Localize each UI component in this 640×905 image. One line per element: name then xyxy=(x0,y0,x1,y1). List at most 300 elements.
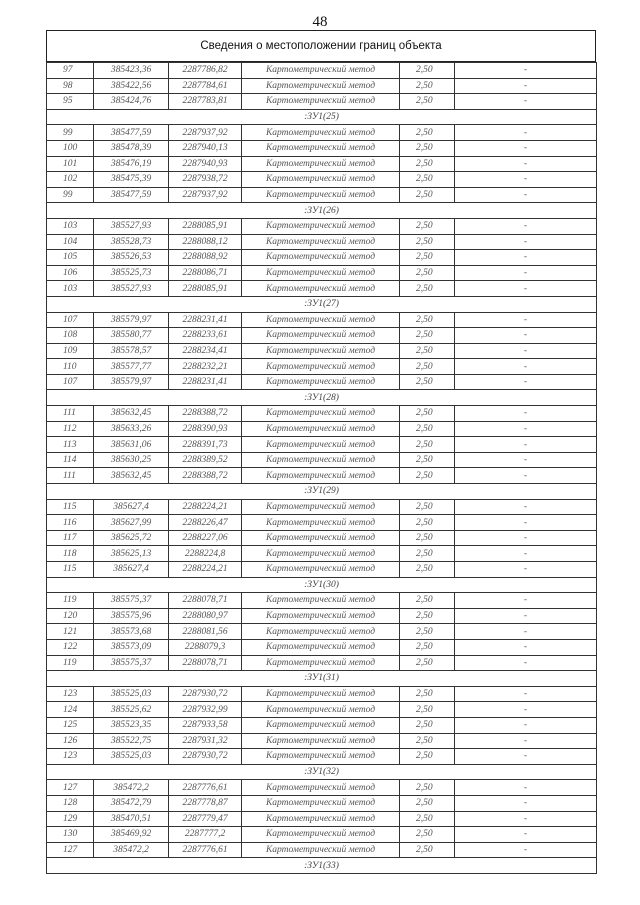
method-cell: Картометрический метод xyxy=(242,234,400,250)
point-number-cell: 125 xyxy=(47,717,94,733)
accuracy-cell: 2,50 xyxy=(400,359,455,375)
y-coordinate-cell: 2288079,3 xyxy=(169,639,242,655)
table-row xyxy=(47,140,597,156)
table-row xyxy=(47,811,597,827)
point-number-cell: 108 xyxy=(47,328,94,344)
y-coordinate-cell: 2287933,58 xyxy=(169,717,242,733)
x-coordinate-cell: 385577,77 xyxy=(94,359,169,375)
accuracy-cell: 2,50 xyxy=(400,125,455,141)
point-number-cell: 100 xyxy=(47,140,94,156)
point-number-cell: 118 xyxy=(47,546,94,562)
method-cell: Картометрический метод xyxy=(242,749,400,765)
table-row xyxy=(47,78,597,94)
note-cell: - xyxy=(455,265,597,281)
method-cell: Картометрический метод xyxy=(242,562,400,578)
y-coordinate-cell: 2287784,61 xyxy=(169,78,242,94)
x-coordinate-cell: 385573,68 xyxy=(94,624,169,640)
note-cell: - xyxy=(455,328,597,344)
table-row xyxy=(47,406,597,422)
accuracy-cell: 2,50 xyxy=(400,686,455,702)
x-coordinate-cell: 385525,03 xyxy=(94,749,169,765)
y-coordinate-cell: 2288233,61 xyxy=(169,328,242,344)
point-number-cell: 110 xyxy=(47,359,94,375)
accuracy-cell: 2,50 xyxy=(400,452,455,468)
y-coordinate-cell: 2287786,82 xyxy=(169,63,242,79)
x-coordinate-cell: 385470,51 xyxy=(94,811,169,827)
point-number-cell: 97 xyxy=(47,63,94,79)
zone-label: :ЗУ1(29) xyxy=(47,484,597,500)
method-cell: Картометрический метод xyxy=(242,187,400,203)
y-coordinate-cell: 2288227,06 xyxy=(169,530,242,546)
method-cell: Картометрический метод xyxy=(242,842,400,858)
accuracy-cell: 2,50 xyxy=(400,156,455,172)
note-cell: - xyxy=(455,717,597,733)
accuracy-cell: 2,50 xyxy=(400,94,455,110)
method-cell: Картометрический метод xyxy=(242,250,400,266)
y-coordinate-cell: 2288232,21 xyxy=(169,359,242,375)
x-coordinate-cell: 385632,45 xyxy=(94,406,169,422)
point-number-cell: 119 xyxy=(47,655,94,671)
note-cell: - xyxy=(455,686,597,702)
x-coordinate-cell: 385578,57 xyxy=(94,343,169,359)
y-coordinate-cell: 2287776,61 xyxy=(169,842,242,858)
note-cell: - xyxy=(455,608,597,624)
method-cell: Картометрический метод xyxy=(242,452,400,468)
point-number-cell: 95 xyxy=(47,94,94,110)
accuracy-cell: 2,50 xyxy=(400,499,455,515)
note-cell: - xyxy=(455,795,597,811)
zone-label-row xyxy=(47,858,597,874)
x-coordinate-cell: 385472,2 xyxy=(94,780,169,796)
note-cell: - xyxy=(455,749,597,765)
accuracy-cell: 2,50 xyxy=(400,717,455,733)
note-cell: - xyxy=(455,702,597,718)
y-coordinate-cell: 2287783,81 xyxy=(169,94,242,110)
table-row xyxy=(47,218,597,234)
x-coordinate-cell: 385579,97 xyxy=(94,312,169,328)
note-cell: - xyxy=(455,421,597,437)
table-row xyxy=(47,499,597,515)
x-coordinate-cell: 385631,06 xyxy=(94,437,169,453)
point-number-cell: 129 xyxy=(47,811,94,827)
table-row xyxy=(47,468,597,484)
accuracy-cell: 2,50 xyxy=(400,546,455,562)
zone-label: :ЗУ1(28) xyxy=(47,390,597,406)
x-coordinate-cell: 385472,2 xyxy=(94,842,169,858)
y-coordinate-cell: 2287938,72 xyxy=(169,172,242,188)
y-coordinate-cell: 2287930,72 xyxy=(169,749,242,765)
x-coordinate-cell: 385477,59 xyxy=(94,187,169,203)
point-number-cell: 119 xyxy=(47,593,94,609)
y-coordinate-cell: 2288389,52 xyxy=(169,452,242,468)
method-cell: Картометрический метод xyxy=(242,780,400,796)
point-number-cell: 104 xyxy=(47,234,94,250)
method-cell: Картометрический метод xyxy=(242,499,400,515)
y-coordinate-cell: 2288088,92 xyxy=(169,250,242,266)
y-coordinate-cell: 2288388,72 xyxy=(169,406,242,422)
point-number-cell: 120 xyxy=(47,608,94,624)
method-cell: Картометрический метод xyxy=(242,328,400,344)
table-row xyxy=(47,250,597,266)
zone-label: :ЗУ1(26) xyxy=(47,203,597,219)
y-coordinate-cell: 2288085,91 xyxy=(169,281,242,297)
accuracy-cell: 2,50 xyxy=(400,795,455,811)
x-coordinate-cell: 385527,93 xyxy=(94,281,169,297)
method-cell: Картометрический метод xyxy=(242,78,400,94)
method-cell: Картометрический метод xyxy=(242,218,400,234)
accuracy-cell: 2,50 xyxy=(400,702,455,718)
note-cell: - xyxy=(455,406,597,422)
y-coordinate-cell: 2287776,61 xyxy=(169,780,242,796)
x-coordinate-cell: 385627,4 xyxy=(94,562,169,578)
x-coordinate-cell: 385523,35 xyxy=(94,717,169,733)
table-row xyxy=(47,515,597,531)
note-cell: - xyxy=(455,827,597,843)
y-coordinate-cell: 2287777,2 xyxy=(169,827,242,843)
point-number-cell: 107 xyxy=(47,374,94,390)
x-coordinate-cell: 385527,93 xyxy=(94,218,169,234)
accuracy-cell: 2,50 xyxy=(400,265,455,281)
method-cell: Картометрический метод xyxy=(242,343,400,359)
accuracy-cell: 2,50 xyxy=(400,140,455,156)
method-cell: Картометрический метод xyxy=(242,655,400,671)
accuracy-cell: 2,50 xyxy=(400,187,455,203)
table-row xyxy=(47,749,597,765)
accuracy-cell: 2,50 xyxy=(400,250,455,266)
accuracy-cell: 2,50 xyxy=(400,608,455,624)
y-coordinate-cell: 2288086,71 xyxy=(169,265,242,281)
y-coordinate-cell: 2287779,47 xyxy=(169,811,242,827)
table-row xyxy=(47,717,597,733)
point-number-cell: 121 xyxy=(47,624,94,640)
zone-label: :ЗУ1(32) xyxy=(47,764,597,780)
note-cell: - xyxy=(455,312,597,328)
note-cell: - xyxy=(455,811,597,827)
accuracy-cell: 2,50 xyxy=(400,172,455,188)
method-cell: Картометрический метод xyxy=(242,795,400,811)
point-number-cell: 123 xyxy=(47,686,94,702)
point-number-cell: 114 xyxy=(47,452,94,468)
note-cell: - xyxy=(455,94,597,110)
y-coordinate-cell: 2287940,93 xyxy=(169,156,242,172)
zone-label-row xyxy=(47,671,597,687)
table-row xyxy=(47,827,597,843)
accuracy-cell: 2,50 xyxy=(400,406,455,422)
point-number-cell: 126 xyxy=(47,733,94,749)
point-number-cell: 128 xyxy=(47,795,94,811)
x-coordinate-cell: 385625,13 xyxy=(94,546,169,562)
method-cell: Картометрический метод xyxy=(242,312,400,328)
x-coordinate-cell: 385476,19 xyxy=(94,156,169,172)
table-row xyxy=(47,234,597,250)
method-cell: Картометрический метод xyxy=(242,374,400,390)
y-coordinate-cell: 2288226,47 xyxy=(169,515,242,531)
note-cell: - xyxy=(455,562,597,578)
method-cell: Картометрический метод xyxy=(242,608,400,624)
y-coordinate-cell: 2287937,92 xyxy=(169,125,242,141)
table-row xyxy=(47,842,597,858)
y-coordinate-cell: 2287778,87 xyxy=(169,795,242,811)
point-number-cell: 113 xyxy=(47,437,94,453)
point-number-cell: 127 xyxy=(47,780,94,796)
accuracy-cell: 2,50 xyxy=(400,218,455,234)
point-number-cell: 115 xyxy=(47,562,94,578)
x-coordinate-cell: 385423,36 xyxy=(94,63,169,79)
method-cell: Картометрический метод xyxy=(242,717,400,733)
accuracy-cell: 2,50 xyxy=(400,827,455,843)
point-number-cell: 101 xyxy=(47,156,94,172)
table-row xyxy=(47,452,597,468)
note-cell: - xyxy=(455,780,597,796)
table-row xyxy=(47,281,597,297)
accuracy-cell: 2,50 xyxy=(400,437,455,453)
x-coordinate-cell: 385633,26 xyxy=(94,421,169,437)
method-cell: Картометрический метод xyxy=(242,530,400,546)
table-row xyxy=(47,593,597,609)
point-number-cell: 124 xyxy=(47,702,94,718)
note-cell: - xyxy=(455,78,597,94)
accuracy-cell: 2,50 xyxy=(400,328,455,344)
table-row xyxy=(47,187,597,203)
point-number-cell: 117 xyxy=(47,530,94,546)
note-cell: - xyxy=(455,234,597,250)
x-coordinate-cell: 385528,73 xyxy=(94,234,169,250)
zone-label: :ЗУ1(30) xyxy=(47,577,597,593)
note-cell: - xyxy=(455,218,597,234)
method-cell: Картометрический метод xyxy=(242,265,400,281)
method-cell: Картометрический метод xyxy=(242,827,400,843)
table-row xyxy=(47,546,597,562)
zone-label: :ЗУ1(33) xyxy=(47,858,597,874)
y-coordinate-cell: 2288085,91 xyxy=(169,218,242,234)
point-number-cell: 115 xyxy=(47,499,94,515)
accuracy-cell: 2,50 xyxy=(400,343,455,359)
y-coordinate-cell: 2288388,72 xyxy=(169,468,242,484)
note-cell: - xyxy=(455,172,597,188)
method-cell: Картометрический метод xyxy=(242,624,400,640)
method-cell: Картометрический метод xyxy=(242,359,400,375)
x-coordinate-cell: 385625,72 xyxy=(94,530,169,546)
method-cell: Картометрический метод xyxy=(242,515,400,531)
y-coordinate-cell: 2287932,99 xyxy=(169,702,242,718)
note-cell: - xyxy=(455,187,597,203)
point-number-cell: 109 xyxy=(47,343,94,359)
x-coordinate-cell: 385475,39 xyxy=(94,172,169,188)
method-cell: Картометрический метод xyxy=(242,172,400,188)
note-cell: - xyxy=(455,655,597,671)
point-number-cell: 103 xyxy=(47,281,94,297)
y-coordinate-cell: 2287931,32 xyxy=(169,733,242,749)
zone-label-row xyxy=(47,390,597,406)
accuracy-cell: 2,50 xyxy=(400,655,455,671)
accuracy-cell: 2,50 xyxy=(400,639,455,655)
table-row xyxy=(47,702,597,718)
point-number-cell: 103 xyxy=(47,218,94,234)
y-coordinate-cell: 2288391,73 xyxy=(169,437,242,453)
x-coordinate-cell: 385424,76 xyxy=(94,94,169,110)
table-row xyxy=(47,421,597,437)
method-cell: Картометрический метод xyxy=(242,468,400,484)
accuracy-cell: 2,50 xyxy=(400,530,455,546)
y-coordinate-cell: 2288231,41 xyxy=(169,374,242,390)
x-coordinate-cell: 385478,39 xyxy=(94,140,169,156)
method-cell: Картометрический метод xyxy=(242,639,400,655)
method-cell: Картометрический метод xyxy=(242,406,400,422)
method-cell: Картометрический метод xyxy=(242,156,400,172)
x-coordinate-cell: 385422,56 xyxy=(94,78,169,94)
note-cell: - xyxy=(455,374,597,390)
zone-label: :ЗУ1(31) xyxy=(47,671,597,687)
accuracy-cell: 2,50 xyxy=(400,624,455,640)
note-cell: - xyxy=(455,250,597,266)
table-row xyxy=(47,156,597,172)
accuracy-cell: 2,50 xyxy=(400,811,455,827)
y-coordinate-cell: 2288081,56 xyxy=(169,624,242,640)
y-coordinate-cell: 2288088,12 xyxy=(169,234,242,250)
point-number-cell: 122 xyxy=(47,639,94,655)
x-coordinate-cell: 385525,73 xyxy=(94,265,169,281)
accuracy-cell: 2,50 xyxy=(400,63,455,79)
note-cell: - xyxy=(455,530,597,546)
table-row xyxy=(47,608,597,624)
x-coordinate-cell: 385522,75 xyxy=(94,733,169,749)
boundary-table-frame xyxy=(46,30,596,874)
point-number-cell: 130 xyxy=(47,827,94,843)
zone-label-row xyxy=(47,203,597,219)
method-cell: Картометрический метод xyxy=(242,94,400,110)
x-coordinate-cell: 385526,53 xyxy=(94,250,169,266)
method-cell: Картометрический метод xyxy=(242,702,400,718)
x-coordinate-cell: 385573,09 xyxy=(94,639,169,655)
method-cell: Картометрический метод xyxy=(242,733,400,749)
x-coordinate-cell: 385630,25 xyxy=(94,452,169,468)
table-row xyxy=(47,530,597,546)
table-row xyxy=(47,312,597,328)
note-cell: - xyxy=(455,593,597,609)
table-row xyxy=(47,172,597,188)
note-cell: - xyxy=(455,343,597,359)
zone-label-row xyxy=(47,296,597,312)
note-cell: - xyxy=(455,140,597,156)
note-cell: - xyxy=(455,468,597,484)
table-row xyxy=(47,795,597,811)
note-cell: - xyxy=(455,624,597,640)
note-cell: - xyxy=(455,639,597,655)
zone-label-row xyxy=(47,484,597,500)
x-coordinate-cell: 385575,37 xyxy=(94,655,169,671)
x-coordinate-cell: 385575,37 xyxy=(94,593,169,609)
x-coordinate-cell: 385525,03 xyxy=(94,686,169,702)
point-number-cell: 111 xyxy=(47,406,94,422)
zone-label: :ЗУ1(25) xyxy=(47,109,597,125)
accuracy-cell: 2,50 xyxy=(400,234,455,250)
method-cell: Картометрический метод xyxy=(242,811,400,827)
method-cell: Картометрический метод xyxy=(242,593,400,609)
x-coordinate-cell: 385525,62 xyxy=(94,702,169,718)
method-cell: Картометрический метод xyxy=(242,63,400,79)
accuracy-cell: 2,50 xyxy=(400,842,455,858)
point-number-cell: 107 xyxy=(47,312,94,328)
y-coordinate-cell: 2288390,93 xyxy=(169,421,242,437)
point-number-cell: 99 xyxy=(47,187,94,203)
table-row xyxy=(47,733,597,749)
y-coordinate-cell: 2288231,41 xyxy=(169,312,242,328)
x-coordinate-cell: 385579,97 xyxy=(94,374,169,390)
table-row xyxy=(47,562,597,578)
y-coordinate-cell: 2288224,21 xyxy=(169,562,242,578)
accuracy-cell: 2,50 xyxy=(400,749,455,765)
note-cell: - xyxy=(455,546,597,562)
method-cell: Картометрический метод xyxy=(242,125,400,141)
zone-label: :ЗУ1(27) xyxy=(47,296,597,312)
y-coordinate-cell: 2287930,72 xyxy=(169,686,242,702)
x-coordinate-cell: 385477,59 xyxy=(94,125,169,141)
point-number-cell: 98 xyxy=(47,78,94,94)
method-cell: Картометрический метод xyxy=(242,546,400,562)
point-number-cell: 105 xyxy=(47,250,94,266)
note-cell: - xyxy=(455,63,597,79)
x-coordinate-cell: 385472,79 xyxy=(94,795,169,811)
accuracy-cell: 2,50 xyxy=(400,780,455,796)
table-row xyxy=(47,639,597,655)
table-row xyxy=(47,328,597,344)
accuracy-cell: 2,50 xyxy=(400,281,455,297)
table-row xyxy=(47,63,597,79)
method-cell: Картометрический метод xyxy=(242,140,400,156)
method-cell: Картометрический метод xyxy=(242,686,400,702)
x-coordinate-cell: 385632,45 xyxy=(94,468,169,484)
x-coordinate-cell: 385575,96 xyxy=(94,608,169,624)
note-cell: - xyxy=(455,499,597,515)
table-row xyxy=(47,343,597,359)
note-cell: - xyxy=(455,452,597,468)
table-row xyxy=(47,374,597,390)
y-coordinate-cell: 2288080,97 xyxy=(169,608,242,624)
point-number-cell: 106 xyxy=(47,265,94,281)
y-coordinate-cell: 2288078,71 xyxy=(169,593,242,609)
table-row xyxy=(47,655,597,671)
table-row xyxy=(47,780,597,796)
y-coordinate-cell: 2287940,13 xyxy=(169,140,242,156)
page-number: 48 xyxy=(312,14,328,30)
table-row xyxy=(47,686,597,702)
note-cell: - xyxy=(455,359,597,375)
accuracy-cell: 2,50 xyxy=(400,593,455,609)
point-number-cell: 123 xyxy=(47,749,94,765)
accuracy-cell: 2,50 xyxy=(400,78,455,94)
point-number-cell: 99 xyxy=(47,125,94,141)
x-coordinate-cell: 385580,77 xyxy=(94,328,169,344)
y-coordinate-cell: 2288224,8 xyxy=(169,546,242,562)
note-cell: - xyxy=(455,437,597,453)
method-cell: Картометрический метод xyxy=(242,281,400,297)
accuracy-cell: 2,50 xyxy=(400,312,455,328)
note-cell: - xyxy=(455,515,597,531)
note-cell: - xyxy=(455,125,597,141)
table-row xyxy=(47,359,597,375)
x-coordinate-cell: 385469,92 xyxy=(94,827,169,843)
point-number-cell: 112 xyxy=(47,421,94,437)
y-coordinate-cell: 2288234,41 xyxy=(169,343,242,359)
zone-label-row xyxy=(47,764,597,780)
table-row xyxy=(47,125,597,141)
point-number-cell: 127 xyxy=(47,842,94,858)
zone-label-row xyxy=(47,109,597,125)
note-cell: - xyxy=(455,842,597,858)
zone-label-row xyxy=(47,577,597,593)
point-number-cell: 102 xyxy=(47,172,94,188)
boundary-coordinates-table xyxy=(46,62,597,874)
